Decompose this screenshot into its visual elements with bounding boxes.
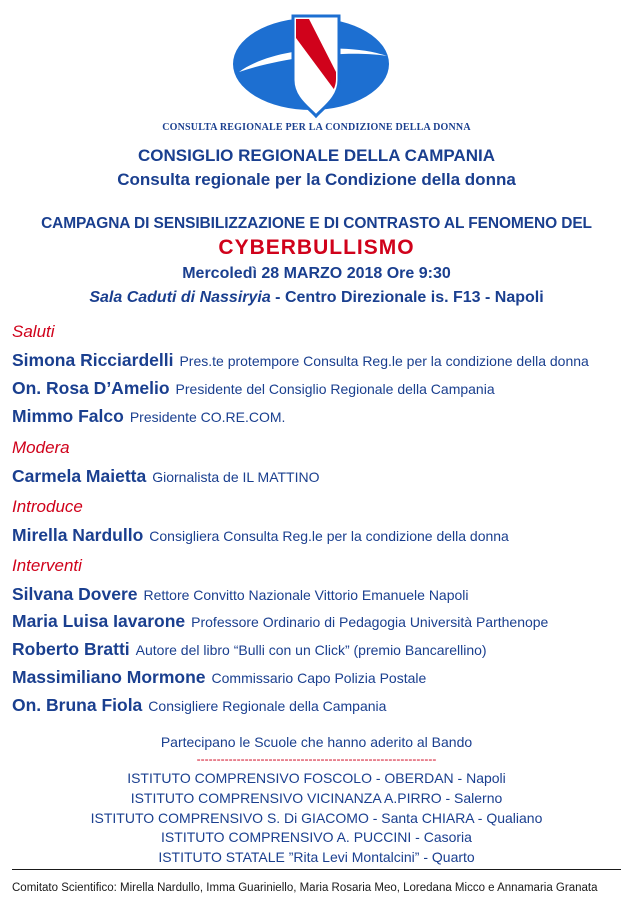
schools-divider: ------------------------------------------------------------ xyxy=(196,752,437,766)
speaker-name: On. Rosa D’Amelio xyxy=(12,378,170,398)
shield-icon xyxy=(293,16,339,116)
venue-address: - Centro Direzionale is. F13 - Napoli xyxy=(270,289,544,306)
speaker-row xyxy=(12,667,426,688)
venue-name: Sala Caduti di Nassiryia xyxy=(89,289,271,306)
speaker-row xyxy=(12,378,495,399)
schools-intro: Partecipano le Scuole che hanno aderito al Bando xyxy=(160,734,473,750)
campaign-heading: CAMPAGNA DI SENSIBILIZZAZIONE E DI CONTRASTO AL FENOMENO DEL xyxy=(41,215,592,232)
speaker-role: Autore del libro “Bulli con un Click” (premio Bancarellino) xyxy=(135,642,487,658)
speaker-role: Presidente del Consiglio Regionale della Campania xyxy=(175,381,495,397)
page-subtitle: Consulta regionale per la Condizione della donna xyxy=(117,170,516,189)
speaker-role: Consigliera Consulta Reg.le per la condizione della donna xyxy=(149,528,509,544)
speaker-role: Professore Ordinario di Pedagogia Università Parthenope xyxy=(191,614,549,630)
school-item: ISTITUTO COMPRENSIVO S. Di GIACOMO - Santa CHIARA - Qualiano xyxy=(90,810,543,826)
speaker-row xyxy=(12,611,548,632)
section-introduce: Introduce xyxy=(12,497,83,516)
speaker-row xyxy=(12,350,589,371)
school-item: ISTITUTO COMPRENSIVO A. PUCCINI - Casoria xyxy=(161,829,472,845)
school-item: ISTITUTO COMPRENSIVO FOSCOLO - OBERDAN - Napoli xyxy=(127,770,506,786)
regional-logo xyxy=(231,8,391,120)
section-modera: Modera xyxy=(12,438,70,457)
event-date: Mercoledì 28 MARZO 2018 Ore 9:30 xyxy=(182,265,451,282)
school-item: ISTITUTO COMPRENSIVO VICINANZA A.PIRRO - Salerno xyxy=(130,790,503,806)
section-saluti: Saluti xyxy=(12,322,55,341)
speaker-role: Consigliere Regionale della Campania xyxy=(148,698,387,714)
footer-committee: Comitato Scientifico: Mirella Nardullo, Imma Guariniello, Maria Rosaria Meo, Loredana Micco e Annamaria Granata xyxy=(12,882,598,894)
speaker-role: Rettore Convitto Nazionale Vittorio Emanuele Napoli xyxy=(143,587,469,603)
footer-divider xyxy=(12,869,621,870)
org-small-caption: CONSULTA REGIONALE PER LA CONDIZIONE DELLA DONNA xyxy=(162,122,471,133)
event-venue xyxy=(0,289,633,307)
page-title: CONSIGLIO REGIONALE DELLA CAMPANIA xyxy=(138,146,495,165)
speaker-row xyxy=(12,525,509,546)
speaker-role: Giornalista de IL MATTINO xyxy=(152,469,320,485)
speaker-name: Mimmo Falco xyxy=(12,406,124,426)
speaker-name: Roberto Bratti xyxy=(12,639,130,659)
speaker-role: Pres.te protempore Consulta Reg.le per la condizione della donna xyxy=(179,353,589,369)
speaker-name: Mirella Nardullo xyxy=(12,525,144,545)
school-item: ISTITUTO STATALE ”Rita Levi Montalcini” - Quarto xyxy=(158,849,475,865)
section-interventi: Interventi xyxy=(12,556,82,575)
speaker-name: Maria Luisa Iavarone xyxy=(12,611,186,631)
speaker-name: On. Bruna Fiola xyxy=(12,695,143,715)
speaker-role: Presidente CO.RE.COM. xyxy=(129,409,286,425)
speaker-name: Carmela Maietta xyxy=(12,466,147,486)
speaker-name: Simona Ricciardelli xyxy=(12,350,174,370)
speaker-name: Silvana Dovere xyxy=(12,584,138,604)
speaker-role: Commissario Capo Polizia Postale xyxy=(211,670,427,686)
speaker-row xyxy=(12,695,386,716)
speaker-row xyxy=(12,406,285,427)
topic-heading: CYBERBULLISMO xyxy=(218,236,415,259)
speaker-row xyxy=(12,584,469,605)
speaker-row xyxy=(12,639,487,660)
speaker-row xyxy=(12,466,320,487)
speaker-name: Massimiliano Mormone xyxy=(12,667,206,687)
